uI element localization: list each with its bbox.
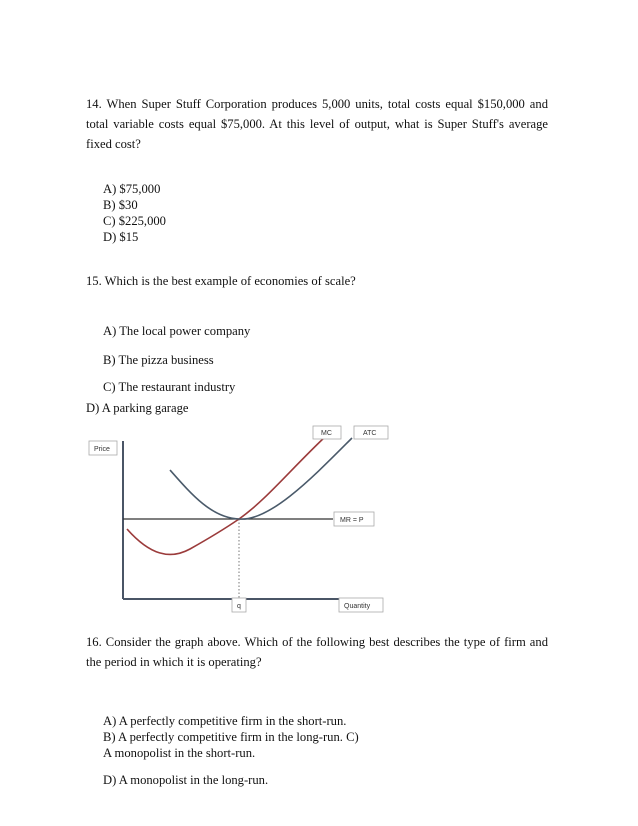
- q14-option-a[interactable]: A) $75,000: [103, 182, 161, 196]
- q15-option-a[interactable]: A) The local power company: [103, 324, 251, 338]
- mc-label: MC: [321, 430, 332, 437]
- atc-curve: [170, 438, 352, 519]
- q14-option-d[interactable]: D) $15: [103, 230, 139, 244]
- q16-option-d[interactable]: D) A monopolist in the long-run.: [103, 773, 269, 787]
- question-15-text: 15. Which is the best example of economies of scale?: [86, 274, 356, 288]
- mc-curve: [127, 435, 327, 554]
- atc-label: ATC: [363, 430, 377, 437]
- question-14-text: 14. When Super Stuff Corporation produces 5,000 units, total costs equal $150,000 and total variable costs equal $75,000. At this level of output, what is Super Stuff's average fixed cost?: [86, 97, 548, 151]
- q-label: q: [237, 603, 241, 610]
- mr-label: MR = P: [340, 517, 364, 524]
- q16-option-a[interactable]: A) A perfectly competitive firm in the short-run.: [103, 714, 347, 728]
- quantity-label: Quantity: [344, 603, 371, 610]
- price-label: Price: [94, 446, 110, 453]
- q16-option-b[interactable]: B) A perfectly competitive firm in the long-run. C): [103, 730, 359, 744]
- q15-option-b[interactable]: B) The pizza business: [103, 353, 214, 367]
- q15-option-c[interactable]: C) The restaurant industry: [103, 380, 236, 394]
- question-16-text: 16. Consider the graph above. Which of the following best describes the type of firm and the period in which it is operating?: [86, 635, 548, 669]
- q16-option-c[interactable]: A monopolist in the short-run.: [103, 746, 256, 760]
- q14-option-c[interactable]: C) $225,000: [103, 214, 166, 228]
- q14-option-b[interactable]: B) $30: [103, 198, 138, 212]
- q15-option-d[interactable]: D) A parking garage: [86, 401, 189, 415]
